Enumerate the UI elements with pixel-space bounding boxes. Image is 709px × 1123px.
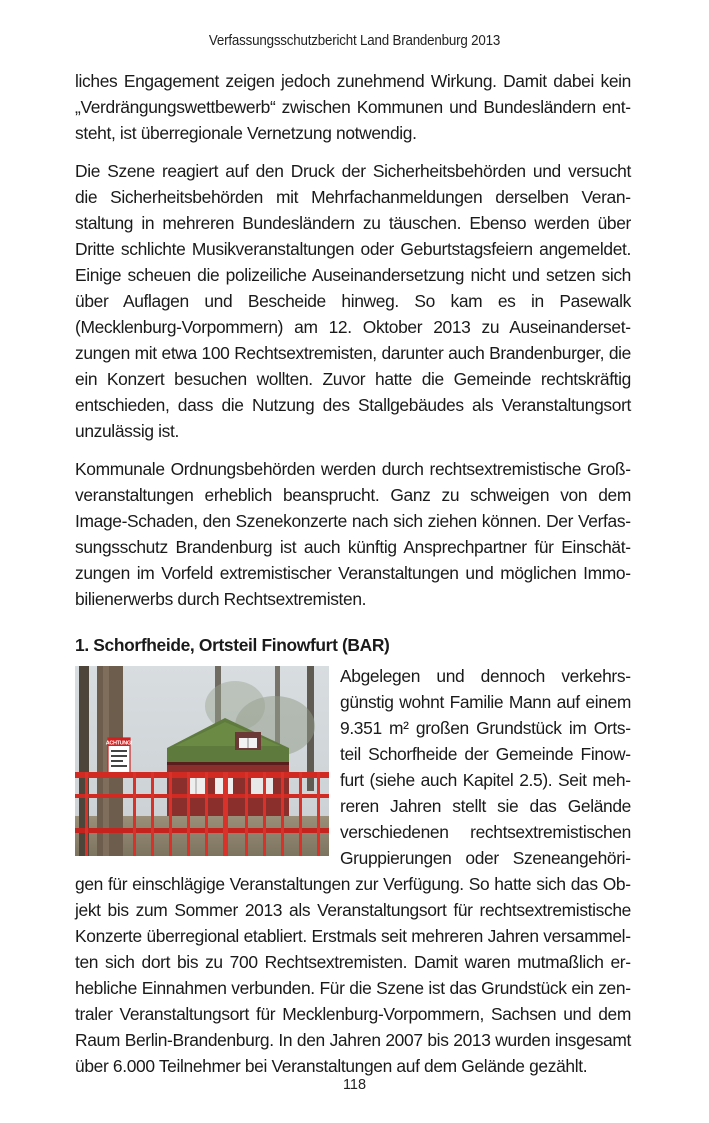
section-text: Abgelegen und dennoch verkehrsgünstig wohnt Familie Mann auf einem 9.351 m² großen Grundstück im Ortsteil Schorfheide der Gemeinde Finowfurt (siehe auch Kapitel 2.5). Seit mehreren Jahren stellt sie das Gelände verschiedenen rechtsextremistischen Gruppierungen oder Szeneangehörigen für einschlägige Veranstaltungen zur Verfügung. So hatte sich das Objekt bis zum Sommer 2013 als Veranstaltungsort für rechtsextremistische Konzerte überregional etabliert. Erstmals seit mehreren Jahren versammelten sich dort bis zu 700 Rechtsextremisten. Damit waren mutmaßlich erhebliche Einnahmen verbunden. Für die Szene ist das Grundstück ein zentraler Veranstaltungsort für Mecklenburg-Vorpommern, Sachsen und dem Raum Berlin-Brandenburg. In den Jahren 2007 bis 2013 wurden insgesamt über 6.000 Teilnehmer bei Veranstaltungen auf dem Gelände gezählt.: [75, 666, 631, 1076]
running-header: Verfassungsschutzbericht Land Brandenburg 2013: [208, 33, 501, 49]
section-heading: 1. Schorfheide, Ortsteil Finowfurt (BAR): [75, 635, 390, 655]
sign-text: ACHTUNG!: [105, 740, 133, 747]
page-content: [75, 68, 631, 1079]
paragraph-3: Kommunale Ordnungsbehörden werden durch rechtsextremistische Großveranstaltungen erheblich beansprucht. Ganz zu schweigen von dem Image-Schaden, den Szenekonzerte nach sich ziehen können. Der Verfassungsschutz Brandenburg ist auch künftig Ansprechpartner für Einschätzungen im Vorfeld extremistischer Veranstaltungen und möglichen Immobilienerwerbs durch Rechtsextremisten.: [75, 459, 631, 609]
property-photo: [75, 666, 329, 856]
page-number: 118: [342, 1077, 367, 1093]
paragraph-1: liches Engagement zeigen jedoch zunehmend Wirkung. Damit dabei kein „Verdrängungswettbewerb“ zwischen Kommunen und Bundesländern entsteht, ist überregionale Vernetzung notwendig.: [75, 71, 631, 143]
paragraph-2: Die Szene reagiert auf den Druck der Sicherheitsbehörden und versucht die Sicherheitsbehörden mit Mehrfachanmeldungen derselben Veranstaltung in mehreren Bundesländern zu täuschen. Ebenso werden über Dritte schlichte Musikveranstaltungen oder Geburtstagsfeiern angemeldet. Einige scheuen die polizeiliche Auseinandersetzung nicht und setzen sich über Auflagen und Bescheide hinweg. So kam es in Pasewalk (Mecklenburg-Vorpommern) am 12. Oktober 2013 zu Auseinandersetzungen mit etwa 100 Rechtsextremisten, darunter auch Brandenburger, die ein Konzert besuchen wollten. Zuvor hatte die Gemeinde rechtskräftig entschieden, dass die Nutzung des Stallgebäudes als Veranstaltungsort unzulässig ist.: [75, 161, 631, 441]
